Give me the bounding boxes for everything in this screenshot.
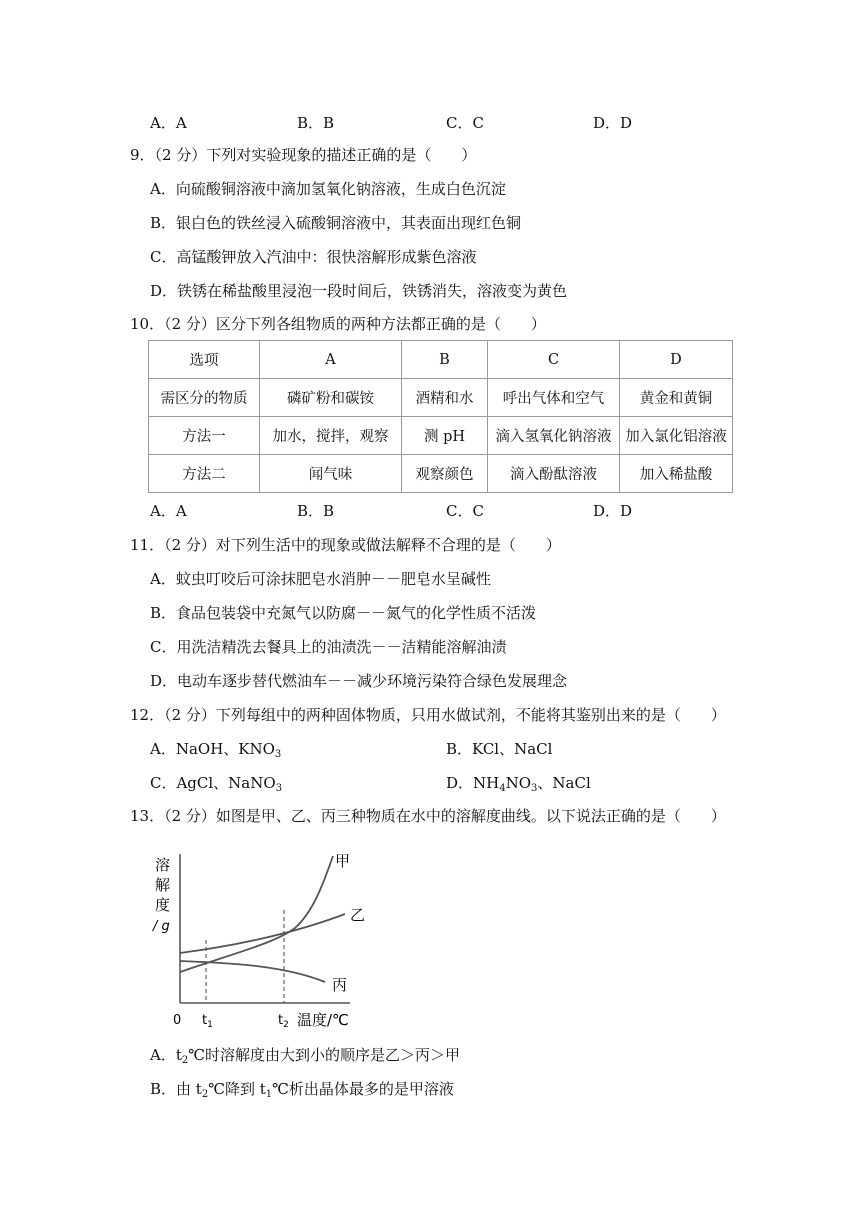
q12-stem: 12．（2 分）下列每组中的两种固体物质，只用水做试剂，不能将其鉴别出来的是（ ） [130, 706, 726, 724]
table-cell: 需区分的物质 [149, 379, 260, 417]
table-cell: 加入氯化铝溶液 [620, 417, 733, 455]
q9-option-d: D．铁锈在稀盐酸里浸泡一段时间后，铁锈消失，溶液变为黄色 [150, 282, 568, 300]
table-cell: 方法二 [149, 455, 260, 493]
table-cell: 测 pH [402, 417, 488, 455]
series-label-bing: 丙 [332, 976, 348, 994]
table-cell: C [488, 341, 620, 379]
table-cell: 加水，搅拌，观察 [260, 417, 402, 455]
table-cell: D [620, 341, 733, 379]
table-cell: 观察颜色 [402, 455, 488, 493]
solubility-chart [145, 848, 390, 1033]
table-cell: 闻气味 [260, 455, 402, 493]
table-cell: 选项 [149, 341, 260, 379]
q13-option-b: B．由 $t_2℃$降到 $t_1℃$析出晶体最多的是甲溶液 [150, 1080, 454, 1100]
y-label-char: 度 [155, 896, 171, 914]
answer-b: B．B [297, 502, 335, 520]
answer-d: D．D [593, 114, 633, 132]
table-row [149, 417, 733, 455]
origin-label: 0 [173, 1013, 182, 1028]
table-cell: A [260, 341, 402, 379]
series-yi-curve [180, 914, 345, 953]
y-label-char: 溶 [155, 856, 171, 874]
q11-stem: 11．（2 分）对下列生活中的现象或做法解释不合理的是（ ） [130, 536, 561, 554]
y-label-char: / g [153, 919, 170, 934]
series-jia-curve [180, 856, 333, 972]
table-row [149, 455, 733, 493]
y-label-char: 解 [155, 876, 171, 894]
tick-label-t1: $t_1$ [202, 1013, 213, 1030]
table-cell: 黄金和黄铜 [620, 379, 733, 417]
q11-option-a: A．蚊虫叮咬后可涂抹肥皂水消肿－－肥皂水呈碱性 [150, 570, 491, 588]
q12-option-b: B．KCl、NaCl [446, 740, 553, 758]
series-label-jia: 甲 [335, 852, 351, 870]
q9-option-b: B．银白色的铁丝浸入硫酸铜溶液中，其表面出现红色铜 [150, 214, 522, 232]
q10-stem: 10．（2 分）区分下列各组物质的两种方法都正确的是（ ） [130, 315, 546, 333]
x-axis-label: 温度/℃ [297, 1011, 349, 1029]
table-cell: 磷矿粉和碳铵 [260, 379, 402, 417]
answer-c: C．C [446, 114, 484, 132]
q10-table [148, 340, 733, 493]
q9-option-c: C．高锰酸钾放入汽油中：很快溶解形成紫色溶液 [150, 248, 477, 266]
table-cell: B [402, 341, 488, 379]
table-cell: 加入稀盐酸 [620, 455, 733, 493]
answer-a: A．A [150, 114, 187, 132]
answer-c: C．C [446, 502, 484, 520]
table-cell: 滴入氢氧化钠溶液 [488, 417, 620, 455]
q9-stem: 9．（2 分）下列对实验现象的描述正确的是（ ） [130, 146, 477, 164]
q13-option-a: A．$t_2℃$时溶解度由大到小的顺序是乙＞丙＞甲 [150, 1046, 461, 1066]
table-cell: 酒精和水 [402, 379, 488, 417]
table-cell: 方法一 [149, 417, 260, 455]
table-row [149, 379, 733, 417]
q11-option-d: D．电动车逐步替代燃油车－－减少环境污染符合绿色发展理念 [150, 672, 568, 690]
answer-a: A．A [150, 502, 187, 520]
q12-option-d: D．$NH_4NO_3$、NaCl [446, 774, 591, 794]
table-cell: 滴入酚酞溶液 [488, 455, 620, 493]
table-header-row [149, 341, 733, 379]
q11-option-b: B．食品包装袋中充氮气以防腐－－氮气的化学性质不活泼 [150, 604, 537, 622]
answer-d: D．D [593, 502, 633, 520]
series-label-yi: 乙 [350, 906, 366, 924]
answer-b: B．B [297, 114, 335, 132]
q11-option-c: C．用洗洁精洗去餐具上的油渍洗－－洁精能溶解油渍 [150, 638, 507, 656]
q13-stem: 13．（2 分）如图是甲、乙、丙三种物质在水中的溶解度曲线。以下说法正确的是（ ） [130, 807, 726, 825]
tick-label-t2: $t_2$ [278, 1013, 289, 1030]
q12-option-c: C．AgCl、NaNO$_3$ [150, 774, 283, 794]
table-cell: 呼出气体和空气 [488, 379, 620, 417]
q9-option-a: A．向硫酸铜溶液中滴加氢氧化钠溶液，生成白色沉淀 [150, 180, 506, 198]
q12-option-a: A．NaOH、$KNO_3$ [150, 740, 282, 760]
